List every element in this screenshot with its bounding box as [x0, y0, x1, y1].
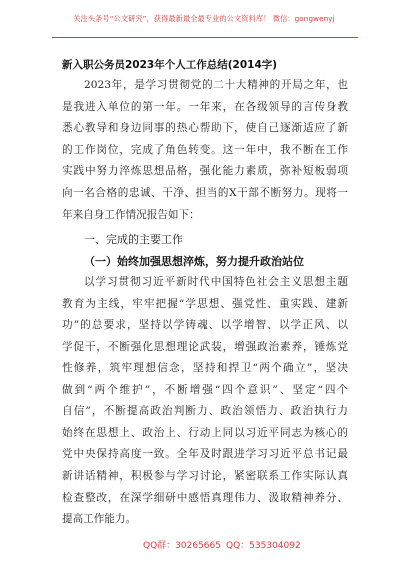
footer-qq-group: QQ群：30265665	[143, 541, 221, 551]
footer	[0, 538, 408, 552]
header-divider	[52, 37, 358, 38]
paragraph-line: 2023年，是学习贯彻党的二十大精神的开局之年，也	[84, 79, 348, 91]
footer-qq: QQ：535304092	[226, 541, 301, 551]
paragraph-line: 党中央保持高度一致。全年及时跟进学习习近平总书记最	[62, 448, 348, 460]
paragraph-line: 学促干，不断强化思想理论武装，增强政治素养，锤炼党	[62, 341, 348, 353]
paragraph-line: 检查整改，在深学细研中感悟真理伟力、汲取精神养分、	[62, 492, 348, 504]
paragraph-line: 向一名合格的忠诚、干净、担当的X干部不断努力。现将一	[62, 187, 348, 199]
paragraph-line: 以学习贯彻习近平新时代中国特色社会主义思想主题	[84, 276, 348, 288]
paragraph-line: 的工作岗位，完成了角色转变。这一年中，我不断在工作	[62, 144, 348, 156]
paragraph-line: 年来自身工作情况报告如下：	[62, 209, 200, 221]
paragraph-line: 教育为主线，牢牢把握“学思想、强党性、重实践、建新	[62, 298, 348, 310]
paragraph-line: 新讲话精神，积极参与学习讨论，紧密联系工作实际认真	[62, 470, 348, 482]
paragraph-line: 是我进入单位的第一年。一年来，在各级领导的言传身教	[62, 101, 348, 113]
paragraph-line: 始终在思想上、政治上、行动上同以习近平同志为核心的	[62, 427, 348, 439]
paragraph-line: 自信”，不断提高政治判断力、政治领悟力、政治执行力	[62, 405, 348, 417]
paragraph-line: 做到“两个维护”，不断增强“四个意识”、坚定“四个	[62, 384, 348, 396]
paragraph-line: 性修养，筑牢理想信念，坚持和捍卫“两个确立”，坚决	[62, 362, 348, 374]
paragraph-line: 功”的总要求，坚持以学铸魂、以学增智、以学正风、以	[62, 319, 348, 331]
document-title: 新入职公务员2023年个人工作总结(2014字)	[62, 59, 278, 71]
subsection-heading: （一）始终加强思想淬炼，努力提升政治站位	[84, 255, 304, 268]
paragraph-line: 实践中努力淬炼思想品格，强化能力素质，弥补短板弱项	[62, 165, 348, 177]
header-banner: 关注头条号“公文研究”，获得最新最全最专业的公文资料库！ 微信：gongwenyj	[73, 14, 335, 23]
paragraph-line: 悉心教导和身边同事的热心帮助下，使自己逐渐适应了新	[62, 122, 348, 134]
paragraph-line: 提高工作能力。	[62, 513, 137, 525]
section-heading: 一、完成的主要工作	[84, 233, 183, 246]
